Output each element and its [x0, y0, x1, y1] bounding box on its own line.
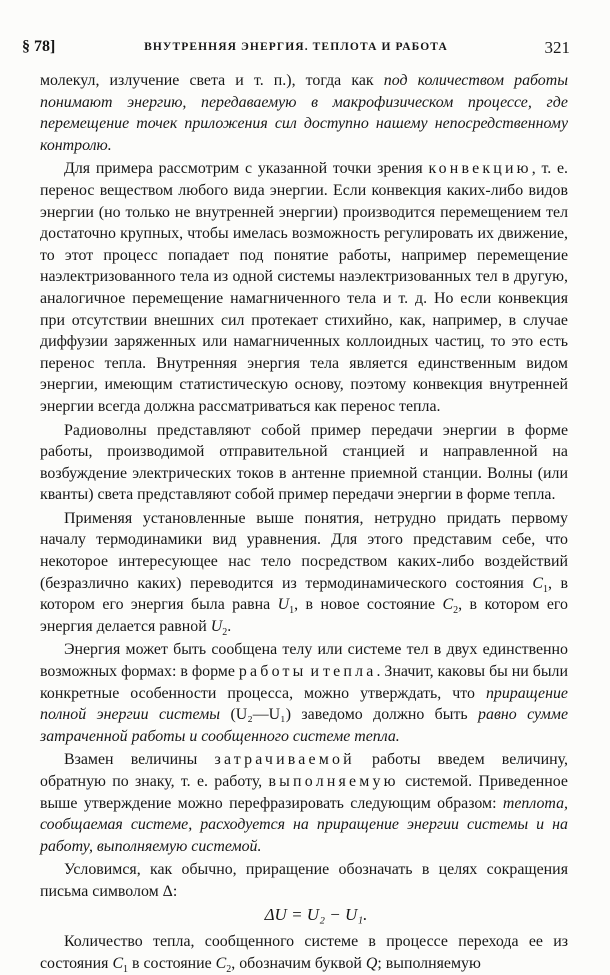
text-span: Для примера рассмотрим с указанной точки зрения	[64, 160, 429, 178]
text-span: , в котором его энергия делается равной	[40, 596, 568, 635]
spaced-term: работы	[238, 663, 307, 681]
subscript: 2	[453, 605, 459, 617]
subscript: 1	[542, 583, 548, 595]
paragraph-2	[40, 158, 568, 417]
text-span: работы введем величину, обратную по знаку, т. е. работу,	[40, 751, 569, 790]
paragraph-3: Радиоволны представляют собой пример передачи энергии в форме работы, производимой отправительной станцией и направленной на возбуждение электрических токов в антенне приемной станции. Волны (или кванты) света представляют собой пример передачи энергии в форме тепла.	[40, 421, 568, 504]
subscript: 1	[289, 605, 295, 617]
text-span: Взамен величины	[64, 751, 215, 769]
text-span: ; выполняемую	[377, 954, 481, 972]
subscript: 2	[226, 963, 232, 975]
math-symbol: C	[112, 954, 124, 972]
text-span: (U₂—U₁) заведомо должно быть	[220, 706, 479, 724]
text-span: Применяя установленные выше понятия, нетрудно придать первому началу термодинамики вид уравнения. Для этого представим себе, что некоторое интересующее нас тело посредством каких-либо воздействий (безразлично каких) переводится из термодинамического состояния	[40, 509, 568, 592]
math-symbol: C	[532, 574, 543, 592]
text-span: молекул, излучение света и т. п.), тогда как	[40, 72, 384, 89]
math-symbol: U	[277, 596, 290, 614]
text-span: . Значит, каковы бы ни были конкретные особенности процесса, можно утверждать, что	[40, 663, 568, 702]
paragraph-7: Условимся, как обычно, приращение обозначать в целях сокращения письма символом Δ:	[40, 861, 568, 900]
subscript: 2	[222, 627, 228, 639]
text-span: , т. е. перенос веществом любого вида энергии. Если конвекция каких-либо видов энергии (но только не внутренней энергии) производится перемещением тел достаточно крупных, чтобы имелась возможность регулировать их движение, то этот процесс попадает под понятие работы, например перемещение наэлектризованного тела из одной системы наэлектризованных тел в другую, аналогичное перемещение намагниченного тела и т. д. Но если конвекция при отсутствии внешних сил протекает стихийно, как, например, в случае диффузии заряженных или намагниченных коллоидных частиц, то это есть перенос тепла. Внутренняя энергия тела является единственным видом энергии, имеющим статистическую основу, поэтому конвекция внутренней энергии всегда должна рассматриваться как перенос тепла.	[40, 160, 569, 415]
math-symbol: U	[210, 617, 223, 635]
text-span: , в новое состояние	[294, 596, 443, 614]
paragraph-5	[40, 639, 568, 747]
text-span: , обозначим буквой	[231, 954, 366, 972]
page-body	[40, 70, 568, 974]
italic-phrase: равно сумме затраченной работы и сообщенного системе тепла.	[40, 706, 569, 745]
page-number: 321	[544, 38, 570, 57]
text-span: , в котором его энергия была равна	[40, 574, 568, 614]
paragraph-8	[40, 931, 568, 974]
spaced-term: выполняемую	[268, 773, 399, 790]
text-span: в состояние	[128, 954, 216, 972]
formula-delta-u: ΔU = U₂ − U₁.	[264, 904, 368, 924]
spaced-term: конвекцию	[428, 160, 532, 178]
paragraph-4	[40, 508, 568, 638]
text-span: Количество тепла, сообщенного системе в процессе перехода ее из состояния	[40, 933, 568, 972]
math-symbol: Q	[365, 954, 378, 972]
spaced-term: затрачиваемой	[214, 751, 355, 769]
page-header	[22, 38, 570, 58]
math-symbol: C	[215, 954, 227, 972]
section-number: § 78]	[22, 38, 56, 55]
paragraph-1	[40, 70, 568, 156]
math-symbol: C	[442, 596, 454, 614]
text-span: системой. Приведенное выше утверждение можно перефразировать следующим образом:	[40, 773, 568, 812]
text-span: Энергия может быть сообщена телу или системе тел в двух единственно возможных формах: в форме	[40, 641, 568, 681]
italic-phrase: теплота, сообщаемая системе, расходуется на приращение энергии системы и на работу, выполняемую системой.	[40, 794, 568, 855]
text-span: .	[227, 617, 232, 635]
paragraph-6	[40, 749, 568, 857]
running-title: ВНУТРЕННЯЯ ЭНЕРГИЯ. ТЕПЛОТА И РАБОТА	[144, 41, 448, 53]
subscript: 1	[123, 963, 129, 975]
italic-phrase: приращение полной энергии системы	[40, 684, 568, 724]
italic-definition: под количеством работы понимают энергию, передаваемую в макрофизическом процессе, где перемещение точек приложения сил доступно нашему непосредственному контролю.	[40, 72, 568, 154]
spaced-term: тепла	[323, 663, 377, 681]
text-span: и	[306, 663, 323, 681]
